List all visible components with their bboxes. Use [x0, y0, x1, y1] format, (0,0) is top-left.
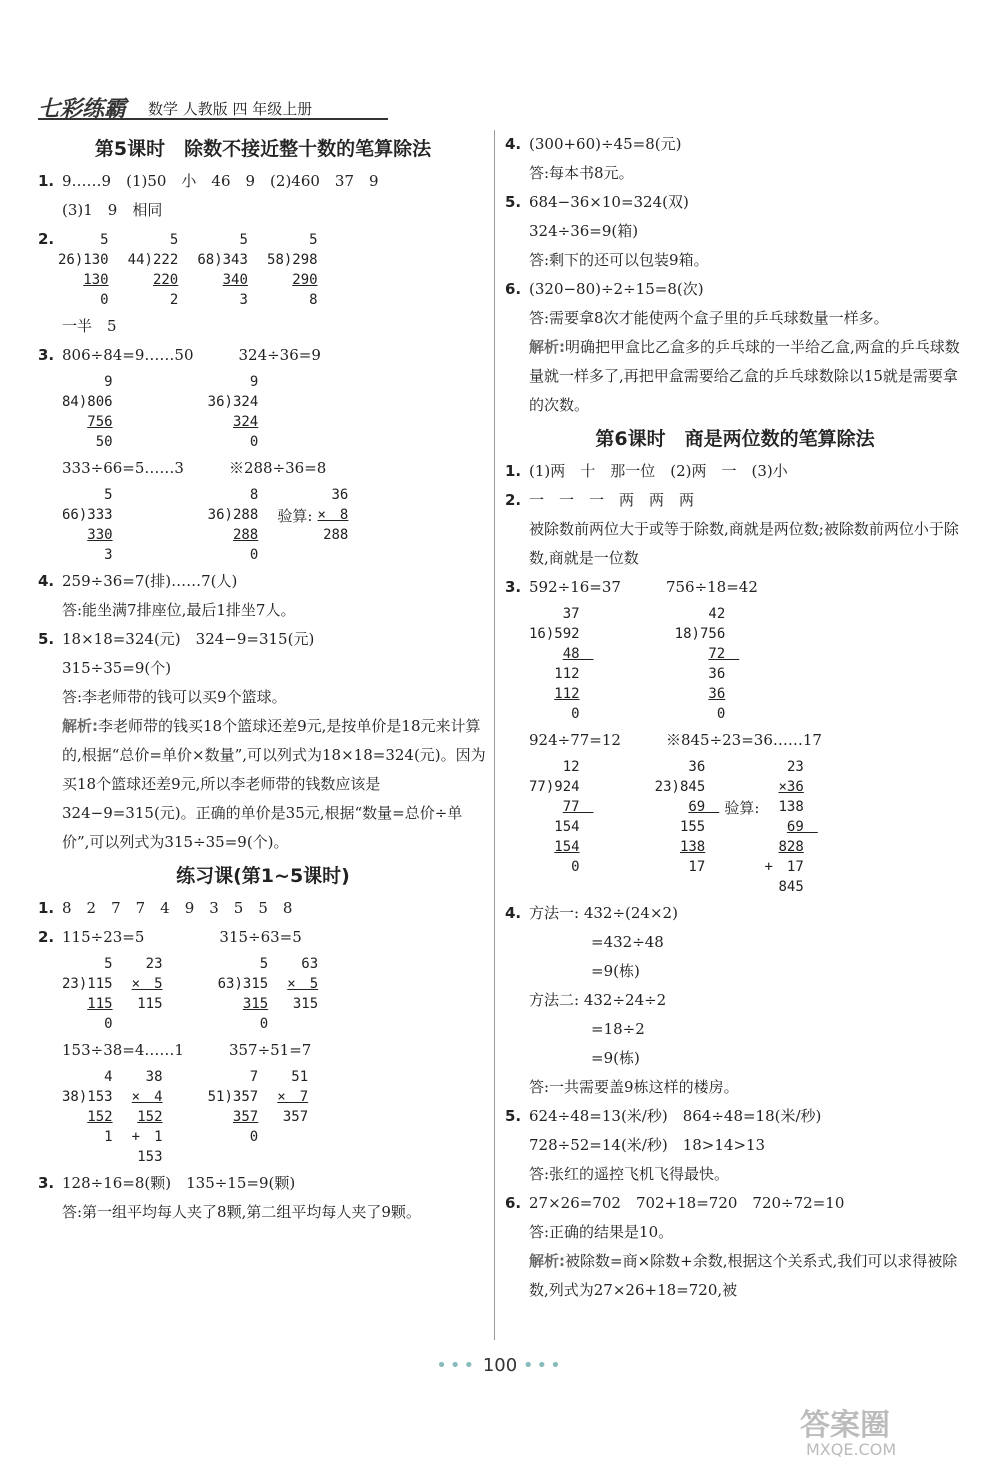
s6-answer: 答:正确的结果是10。 — [529, 1223, 674, 1241]
q3-line2: 333÷66=5……3 ※288÷36=8 — [62, 459, 327, 477]
q-number: 4. — [505, 135, 522, 153]
page-number: 100 — [482, 1355, 518, 1376]
q5-answer: 答:李老师带的钱可以买9个篮球。 — [62, 688, 287, 706]
decor-dots-icon: ••• — [522, 1355, 564, 1376]
long-division: 37 16)592 48 112 112 0 — [529, 606, 594, 722]
q-number: 4. — [505, 904, 522, 922]
s3-text: 592÷16=37 756÷18=42 — [529, 578, 758, 596]
s4-step: =9(栋) — [591, 1049, 640, 1067]
q-number: 5. — [505, 193, 522, 211]
s2-line — [505, 486, 965, 515]
s1-text: (1)两 十 那一位 (2)两 一 (3)小 — [529, 462, 788, 480]
s3-divisions-a — [505, 602, 965, 726]
s5-answer: 答:张红的遥控飞机飞得最快。 — [529, 1165, 730, 1183]
s6-analysis — [505, 1247, 965, 1305]
p2-divisions-b — [38, 1065, 488, 1169]
long-division: 36 23)845 69 155 138 17 — [654, 759, 720, 875]
q-number: 1. — [38, 172, 55, 190]
q-number: 3. — [38, 1174, 55, 1192]
q-number: 1. — [38, 899, 55, 917]
r5-text: 684−36×10=324(双) — [529, 193, 689, 211]
r5-line2: 324÷36=9(箱) — [529, 222, 639, 240]
s4-step: =9(栋) — [591, 962, 640, 980]
q5-line — [38, 625, 488, 654]
long-division: 5 68)343 340 3 — [197, 232, 248, 308]
r6-line — [505, 275, 965, 304]
p3-text: 128÷16=8(颗) 135÷15=9(颗) — [62, 1174, 296, 1192]
lesson6-title: 第6课时 商是两位数的笔算除法 — [595, 428, 875, 450]
long-division: 8 36)288 288 0 — [207, 487, 259, 563]
right-column — [505, 130, 965, 1305]
long-division: 5 58)298 290 8 — [267, 232, 318, 308]
check-multiplication: 63 × 5 315 — [287, 956, 319, 1012]
r6-analysis — [505, 333, 965, 420]
column-divider — [494, 130, 495, 1340]
left-column — [38, 130, 488, 1227]
q2-answer: 一半 5 — [62, 317, 117, 335]
q-number: 2. — [38, 928, 55, 946]
analysis-label: 解析: — [62, 717, 98, 735]
long-division: 5 23)115 115 0 — [62, 956, 113, 1032]
header-rule — [38, 118, 388, 120]
s4-step: =432÷48 — [591, 933, 664, 951]
s5-line — [505, 1102, 965, 1131]
s6-text: 27×26=702 702+18=720 720÷72=10 — [529, 1194, 845, 1212]
p3-answer: 答:第一组平均每人夹了8颗,第二组平均每人夹了9颗。 — [62, 1203, 421, 1221]
q-number: 3. — [505, 578, 522, 596]
check-multiplication: 23 ×36 138 69 828 + 17 845 — [764, 759, 818, 895]
p2-line2: 153÷38=4……1 357÷51=7 — [62, 1041, 312, 1059]
s4-text: 方法一: 432÷(24×2) — [529, 904, 678, 922]
q-number: 4. — [38, 572, 55, 590]
p1-line — [38, 894, 488, 923]
check-multiplication: 51 × 7 357 — [277, 1069, 309, 1125]
long-division: 42 18)756 72 36 36 0 — [674, 606, 740, 722]
brand-logo: 七彩练霸 — [38, 97, 127, 122]
long-division: 7 51)357 357 0 — [207, 1069, 259, 1145]
check-label: 验算: — [724, 799, 760, 817]
r4-text: (300+60)÷45=8(元) — [529, 135, 682, 153]
long-division: 5 66)333 330 3 — [62, 487, 113, 563]
long-division: 9 84)806 756 50 — [62, 374, 113, 450]
q1-text: 9……9 (1)50 小 46 9 (2)460 37 9 — [62, 172, 379, 190]
analysis-text: 明确把甲盒比乙盒多的乒乓球的一半给乙盒,两盒的乒乓球数量就一样多了,再把甲盒需要给乙盒的乒乓球数除以15就是需要拿的次数。 — [529, 338, 960, 414]
analysis-text: 李老师带的钱买18个篮球还差9元,是按单价是18元来计算的,根据“总价=单价×数量”,可以列式为18×18=324(元)。因为买18个篮球还差9元,所以李老师带的钱数应该是324−9=315(元)。正确的单价是35元,根据“数量=总价÷单价”,可以列式为315÷35=9(个)。 — [62, 717, 486, 851]
check-label: 验算: — [277, 507, 313, 525]
s4-method2: 方法二: 432÷24÷2 — [529, 991, 667, 1009]
long-division: 4 38)153 152 1 — [62, 1069, 113, 1145]
s5-line2: 728÷52=14(米/秒) 18>14>13 — [529, 1136, 766, 1154]
q1-line2: (3)1 9 相同 — [62, 201, 163, 219]
p3-line — [38, 1169, 488, 1198]
q5-line2: 315÷35=9(个) — [62, 659, 172, 677]
long-division: 9 36)324 324 0 — [207, 374, 259, 450]
page-header — [38, 92, 388, 122]
s5-text: 624÷48=13(米/秒) 864÷48=18(米/秒) — [529, 1107, 822, 1125]
r5-answer: 答:剩下的还可以包装9箱。 — [529, 251, 709, 269]
s3-line2: 924÷77=12 ※845÷23=36……17 — [529, 731, 822, 749]
r4-answer: 答:每本书8元。 — [529, 164, 634, 182]
analysis-label: 解析: — [529, 1252, 565, 1270]
watermark-url: MXQE.COM — [806, 1440, 897, 1459]
watermark-logo: 答案圈 — [800, 1408, 890, 1443]
r4-line — [505, 130, 965, 159]
q3-line — [38, 341, 488, 370]
q5-analysis — [38, 712, 488, 857]
s2-text: 一 一 一 两 两 两 — [529, 491, 695, 509]
s3-divisions-b — [505, 755, 965, 899]
q-number: 2. — [38, 230, 55, 248]
q-number: 2. — [505, 491, 522, 509]
q-number: 6. — [505, 280, 522, 298]
header-subtitle: 数学 人教版 四 年级上册 — [148, 100, 313, 118]
analysis-label: 解析: — [529, 338, 565, 356]
s4-line — [505, 899, 965, 928]
lesson5-title: 第5课时 除数不接近整十数的笔算除法 — [94, 138, 432, 160]
long-division: 12 77)924 77 154 154 0 — [529, 759, 594, 875]
q-number: 6. — [505, 1194, 522, 1212]
analysis-text: 被除数=商×除数+余数,根据这个关系式,我们可以求得被除数,列式为27×26+18=720,被 — [529, 1252, 958, 1299]
p2-line — [38, 923, 488, 952]
r6-text: (320−80)÷2÷15=8(次) — [529, 280, 704, 298]
decor-dots-icon: ••• — [436, 1355, 478, 1376]
q4-text: 259÷36=7(排)……7(人) — [62, 572, 238, 590]
p1-text: 8 2 7 7 4 9 3 5 5 8 — [62, 899, 293, 917]
q5-text: 18×18=324(元) 324−9=315(元) — [62, 630, 315, 648]
q2-divisions — [38, 228, 488, 312]
r5-line — [505, 188, 965, 217]
check-multiplication: 36 × 8 288 — [317, 487, 349, 543]
page-footer — [0, 1355, 1000, 1376]
q-number: 3. — [38, 346, 55, 364]
s3-line — [505, 573, 965, 602]
q-number: 1. — [505, 462, 522, 480]
q3-text: 806÷84=9……50 324÷36=9 — [62, 346, 321, 364]
s1-line — [505, 457, 965, 486]
long-division: 5 63)315 315 0 — [217, 956, 269, 1032]
q4-answer: 答:能坐满7排座位,最后1排坐7人。 — [62, 601, 296, 619]
r6-answer: 答:需要拿8次才能使两个盒子里的乒乓球数量一样多。 — [529, 309, 889, 327]
p2-divisions-a — [38, 952, 488, 1036]
long-division: 5 26)130 130 0 — [58, 232, 109, 308]
check-multiplication: 38 × 4 152 + 1 153 — [131, 1069, 163, 1165]
q-number: 5. — [38, 630, 55, 648]
s2-explain: 被除数前两位大于或等于除数,商就是两位数;被除数前两位小于除数,商就是一位数 — [529, 520, 959, 567]
s6-line — [505, 1189, 965, 1218]
long-division: 5 44)222 220 2 — [127, 232, 179, 308]
q4-line — [38, 567, 488, 596]
q3-divisions-a — [38, 370, 488, 454]
p2-text: 115÷23=5 315÷63=5 — [62, 928, 302, 946]
check-multiplication: 23 × 5 115 — [131, 956, 163, 1012]
q3-divisions-b — [38, 483, 488, 567]
practice-title: 练习课(第1~5课时) — [176, 865, 350, 887]
q1-line — [38, 167, 488, 196]
q-number: 5. — [505, 1107, 522, 1125]
s4-step: =18÷2 — [591, 1020, 645, 1038]
s4-answer: 答:一共需要盖9栋这样的楼房。 — [529, 1078, 739, 1096]
